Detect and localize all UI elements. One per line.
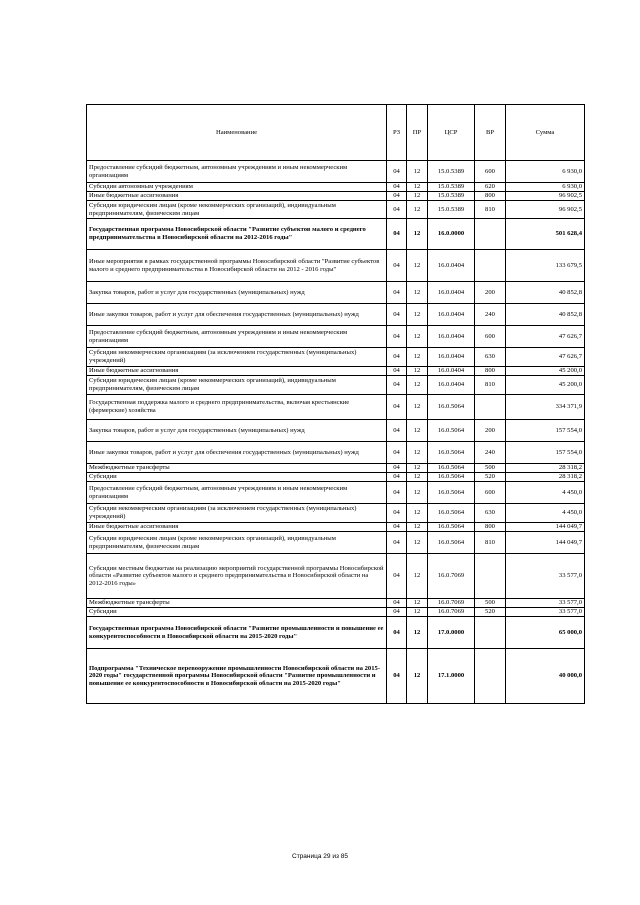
cell-csr: 15.0.5389 — [428, 183, 475, 192]
table-row — [87, 376, 585, 395]
cell-csr: 16.0.0000 — [428, 219, 475, 250]
cell-pr: 12 — [407, 282, 428, 304]
cell-rz: 04 — [387, 192, 407, 201]
cell-rz: 04 — [387, 201, 407, 219]
cell-sum: 96 902,5 — [506, 201, 585, 219]
cell-csr: 16.0.5064 — [428, 420, 475, 442]
table-row — [87, 482, 585, 504]
cell-rz: 04 — [387, 532, 407, 554]
cell-sum: 157 554,0 — [506, 420, 585, 442]
cell-pr: 12 — [407, 554, 428, 599]
cell-sum: 28 318,2 — [506, 464, 585, 473]
cell-csr: 16.0.0404 — [428, 326, 475, 348]
cell-pr: 12 — [407, 183, 428, 192]
table-row — [87, 395, 585, 420]
cell-vr: 630 — [475, 504, 506, 523]
cell-csr: 16.0.7069 — [428, 608, 475, 617]
cell-vr: 500 — [475, 599, 506, 608]
cell-vr: 600 — [475, 161, 506, 183]
table-row — [87, 464, 585, 473]
cell-sum: 6 930,0 — [506, 183, 585, 192]
cell-csr: 16.0.5064 — [428, 442, 475, 464]
table-row — [87, 282, 585, 304]
cell-csr: 15.0.5389 — [428, 192, 475, 201]
cell-name: Иные закупки товаров, работ и услуг для обеспечения государственных (муниципальных) нужд — [87, 442, 387, 464]
cell-sum: 65 000,0 — [506, 617, 585, 649]
cell-pr: 12 — [407, 649, 428, 704]
cell-vr — [475, 219, 506, 250]
table-row — [87, 599, 585, 608]
table-row — [87, 523, 585, 532]
cell-csr: 16.0.5064 — [428, 464, 475, 473]
cell-vr: 810 — [475, 376, 506, 395]
cell-pr: 12 — [407, 442, 428, 464]
cell-rz: 04 — [387, 348, 407, 367]
table-row — [87, 649, 585, 704]
cell-name: Иные мероприятия в рамках государственной программы Новосибирской области "Развитие субъектов малого и среднего предпринимательства в Новосибирской области на 2012 - 2016 годы" — [87, 250, 387, 282]
cell-vr: 600 — [475, 326, 506, 348]
cell-pr: 12 — [407, 304, 428, 326]
cell-rz: 04 — [387, 161, 407, 183]
cell-vr: 200 — [475, 420, 506, 442]
cell-sum: 47 626,7 — [506, 348, 585, 367]
table-row — [87, 201, 585, 219]
cell-sum: 33 577,0 — [506, 599, 585, 608]
table-row — [87, 192, 585, 201]
cell-vr — [475, 649, 506, 704]
cell-csr: 16.0.5064 — [428, 532, 475, 554]
cell-rz: 04 — [387, 326, 407, 348]
cell-csr: 16.0.0404 — [428, 282, 475, 304]
cell-name: Иные бюджетные ассигнования — [87, 192, 387, 201]
cell-sum: 4 450,0 — [506, 504, 585, 523]
cell-pr: 12 — [407, 420, 428, 442]
cell-rz: 04 — [387, 367, 407, 376]
header-sum: Сумма — [506, 105, 585, 161]
table-row — [87, 532, 585, 554]
cell-rz: 04 — [387, 304, 407, 326]
cell-vr — [475, 395, 506, 420]
cell-csr: 15.0.5389 — [428, 161, 475, 183]
cell-rz: 04 — [387, 617, 407, 649]
cell-name: Иные закупки товаров, работ и услуг для обеспечения государственных (муниципальных) нужд — [87, 304, 387, 326]
cell-vr: 500 — [475, 464, 506, 473]
cell-vr: 800 — [475, 192, 506, 201]
cell-sum: 157 554,0 — [506, 442, 585, 464]
cell-csr: 16.0.5064 — [428, 395, 475, 420]
cell-pr: 12 — [407, 219, 428, 250]
cell-sum: 40 852,8 — [506, 304, 585, 326]
cell-vr — [475, 554, 506, 599]
cell-vr: 520 — [475, 608, 506, 617]
cell-pr: 12 — [407, 523, 428, 532]
cell-csr: 16.0.0404 — [428, 348, 475, 367]
cell-name: Предоставление субсидий бюджетным, автономным учреждениям и иным некоммерческим организациям — [87, 326, 387, 348]
cell-vr: 240 — [475, 442, 506, 464]
cell-sum: 28 318,2 — [506, 473, 585, 482]
cell-rz: 04 — [387, 183, 407, 192]
cell-pr: 12 — [407, 250, 428, 282]
cell-vr — [475, 617, 506, 649]
cell-vr — [475, 250, 506, 282]
cell-sum: 45 200,0 — [506, 376, 585, 395]
table-row — [87, 554, 585, 599]
cell-rz: 04 — [387, 473, 407, 482]
cell-vr: 600 — [475, 482, 506, 504]
cell-pr: 12 — [407, 464, 428, 473]
table-row — [87, 367, 585, 376]
table-row — [87, 420, 585, 442]
cell-csr: 16.0.0404 — [428, 250, 475, 282]
cell-name: Предоставление субсидий бюджетным, автономным учреждениям и иным некоммерческим организациям — [87, 482, 387, 504]
cell-pr: 12 — [407, 532, 428, 554]
cell-rz: 04 — [387, 442, 407, 464]
table-row — [87, 348, 585, 367]
cell-csr: 16.0.5064 — [428, 523, 475, 532]
cell-pr: 12 — [407, 608, 428, 617]
cell-vr: 810 — [475, 532, 506, 554]
cell-rz: 04 — [387, 250, 407, 282]
cell-sum: 40 852,8 — [506, 282, 585, 304]
cell-name: Межбюджетные трансферты — [87, 464, 387, 473]
cell-sum: 144 049,7 — [506, 532, 585, 554]
cell-pr: 12 — [407, 161, 428, 183]
header-csr: ЦСР — [428, 105, 475, 161]
cell-csr: 16.0.5064 — [428, 504, 475, 523]
cell-sum: 45 200,0 — [506, 367, 585, 376]
cell-pr: 12 — [407, 348, 428, 367]
table-row — [87, 161, 585, 183]
cell-sum: 501 628,4 — [506, 219, 585, 250]
table-row — [87, 617, 585, 649]
cell-sum: 33 577,0 — [506, 554, 585, 599]
cell-name: Подпрограмма "Техническое перевооружение промышленности Новосибирской области на 2015-2020 годы" государственной программы Новосибирской области "Развитие промышленности и повышение ее конкурентоспособности в Новосибирской области на 2015-2020 годы" — [87, 649, 387, 704]
cell-sum: 96 902,5 — [506, 192, 585, 201]
cell-vr: 520 — [475, 473, 506, 482]
table-row — [87, 504, 585, 523]
header-vr: ВР — [475, 105, 506, 161]
cell-csr: 16.0.0404 — [428, 367, 475, 376]
cell-pr: 12 — [407, 482, 428, 504]
cell-rz: 04 — [387, 219, 407, 250]
cell-vr: 810 — [475, 201, 506, 219]
header-name: Наименование — [87, 105, 387, 161]
cell-name: Государственная программа Новосибирской области "Развитие промышленности и повышение ее конкурентоспособности в Новосибирской области на 2015-2020 годы" — [87, 617, 387, 649]
cell-vr: 240 — [475, 304, 506, 326]
cell-name: Субсидии некоммерческим организациям (за исключением государственных (муниципальных) учреждений) — [87, 348, 387, 367]
cell-csr: 16.0.5064 — [428, 473, 475, 482]
cell-name: Государственная поддержка малого и среднего предпринимательства, включая крестьянские (фермерские) хозяйства — [87, 395, 387, 420]
cell-sum: 4 450,0 — [506, 482, 585, 504]
table-row — [87, 608, 585, 617]
table-row — [87, 473, 585, 482]
cell-csr: 16.0.7069 — [428, 599, 475, 608]
cell-sum: 33 577,0 — [506, 608, 585, 617]
cell-rz: 04 — [387, 523, 407, 532]
cell-csr: 17.1.0000 — [428, 649, 475, 704]
cell-rz: 04 — [387, 282, 407, 304]
cell-vr: 200 — [475, 282, 506, 304]
table-row — [87, 183, 585, 192]
cell-sum: 40 000,0 — [506, 649, 585, 704]
cell-csr: 16.0.5064 — [428, 482, 475, 504]
table-row — [87, 442, 585, 464]
table-row — [87, 219, 585, 250]
cell-pr: 12 — [407, 395, 428, 420]
cell-csr: 15.0.5389 — [428, 201, 475, 219]
cell-rz: 04 — [387, 649, 407, 704]
cell-vr: 620 — [475, 183, 506, 192]
cell-name: Межбюджетные трансферты — [87, 599, 387, 608]
header-rz: РЗ — [387, 105, 407, 161]
cell-rz: 04 — [387, 464, 407, 473]
cell-pr: 12 — [407, 473, 428, 482]
cell-rz: 04 — [387, 482, 407, 504]
cell-sum: 6 930,0 — [506, 161, 585, 183]
table-header-row — [87, 105, 585, 161]
table-row — [87, 326, 585, 348]
table-row — [87, 250, 585, 282]
cell-name: Иные бюджетные ассигнования — [87, 523, 387, 532]
cell-name: Субсидии — [87, 473, 387, 482]
cell-vr: 800 — [475, 367, 506, 376]
cell-name: Субсидии юридическим лицам (кроме некоммерческих организаций), индивидуальным предпринимателям, физическим лицам — [87, 201, 387, 219]
cell-name: Субсидии юридическим лицам (кроме некоммерческих организаций), индивидуальным предпринимателям, физическим лицам — [87, 532, 387, 554]
cell-pr: 12 — [407, 326, 428, 348]
cell-name: Предоставление субсидий бюджетным, автономным учреждениям и иным некоммерческим организациям — [87, 161, 387, 183]
cell-name: Субсидии юридическим лицам (кроме некоммерческих организаций), индивидуальным предпринимателям, физическим лицам — [87, 376, 387, 395]
cell-name: Субсидии автономным учреждениям — [87, 183, 387, 192]
cell-name: Субсидии местным бюджетам на реализацию мероприятий государственной программы Новосибирской области «Развитие субъектов малого и среднего предпринимательства в Новосибирской области на 2012-2016 годы» — [87, 554, 387, 599]
cell-pr: 12 — [407, 504, 428, 523]
cell-pr: 12 — [407, 599, 428, 608]
cell-sum: 47 626,7 — [506, 326, 585, 348]
cell-csr: 16.0.0404 — [428, 304, 475, 326]
cell-vr: 630 — [475, 348, 506, 367]
cell-rz: 04 — [387, 376, 407, 395]
cell-rz: 04 — [387, 608, 407, 617]
cell-vr: 800 — [475, 523, 506, 532]
cell-name: Закупка товаров, работ и услуг для государственных (муниципальных) нужд — [87, 282, 387, 304]
cell-pr: 12 — [407, 367, 428, 376]
cell-sum: 133 679,5 — [506, 250, 585, 282]
cell-name: Государственная программа Новосибирской области "Развитие субъектов малого и среднего предпринимательства в Новосибирской области на 2012-2016 годы" — [87, 219, 387, 250]
cell-rz: 04 — [387, 395, 407, 420]
cell-csr: 17.0.0000 — [428, 617, 475, 649]
cell-sum: 334 371,9 — [506, 395, 585, 420]
cell-pr: 12 — [407, 201, 428, 219]
cell-csr: 16.0.0404 — [428, 376, 475, 395]
cell-name: Субсидии — [87, 608, 387, 617]
cell-rz: 04 — [387, 599, 407, 608]
cell-pr: 12 — [407, 376, 428, 395]
cell-rz: 04 — [387, 504, 407, 523]
cell-name: Иные бюджетные ассигнования — [87, 367, 387, 376]
cell-pr: 12 — [407, 192, 428, 201]
header-pr: ПР — [407, 105, 428, 161]
cell-pr: 12 — [407, 617, 428, 649]
page-number: Страница 29 из 85 — [292, 853, 348, 860]
cell-rz: 04 — [387, 554, 407, 599]
cell-name: Закупка товаров, работ и услуг для государственных (муниципальных) нужд — [87, 420, 387, 442]
table-row — [87, 304, 585, 326]
cell-csr: 16.0.7069 — [428, 554, 475, 599]
budget-table — [86, 104, 585, 704]
cell-name: Субсидии некоммерческим организациям (за исключением государственных (муниципальных) учреждений) — [87, 504, 387, 523]
cell-sum: 144 049,7 — [506, 523, 585, 532]
cell-rz: 04 — [387, 420, 407, 442]
table-body — [87, 161, 585, 704]
